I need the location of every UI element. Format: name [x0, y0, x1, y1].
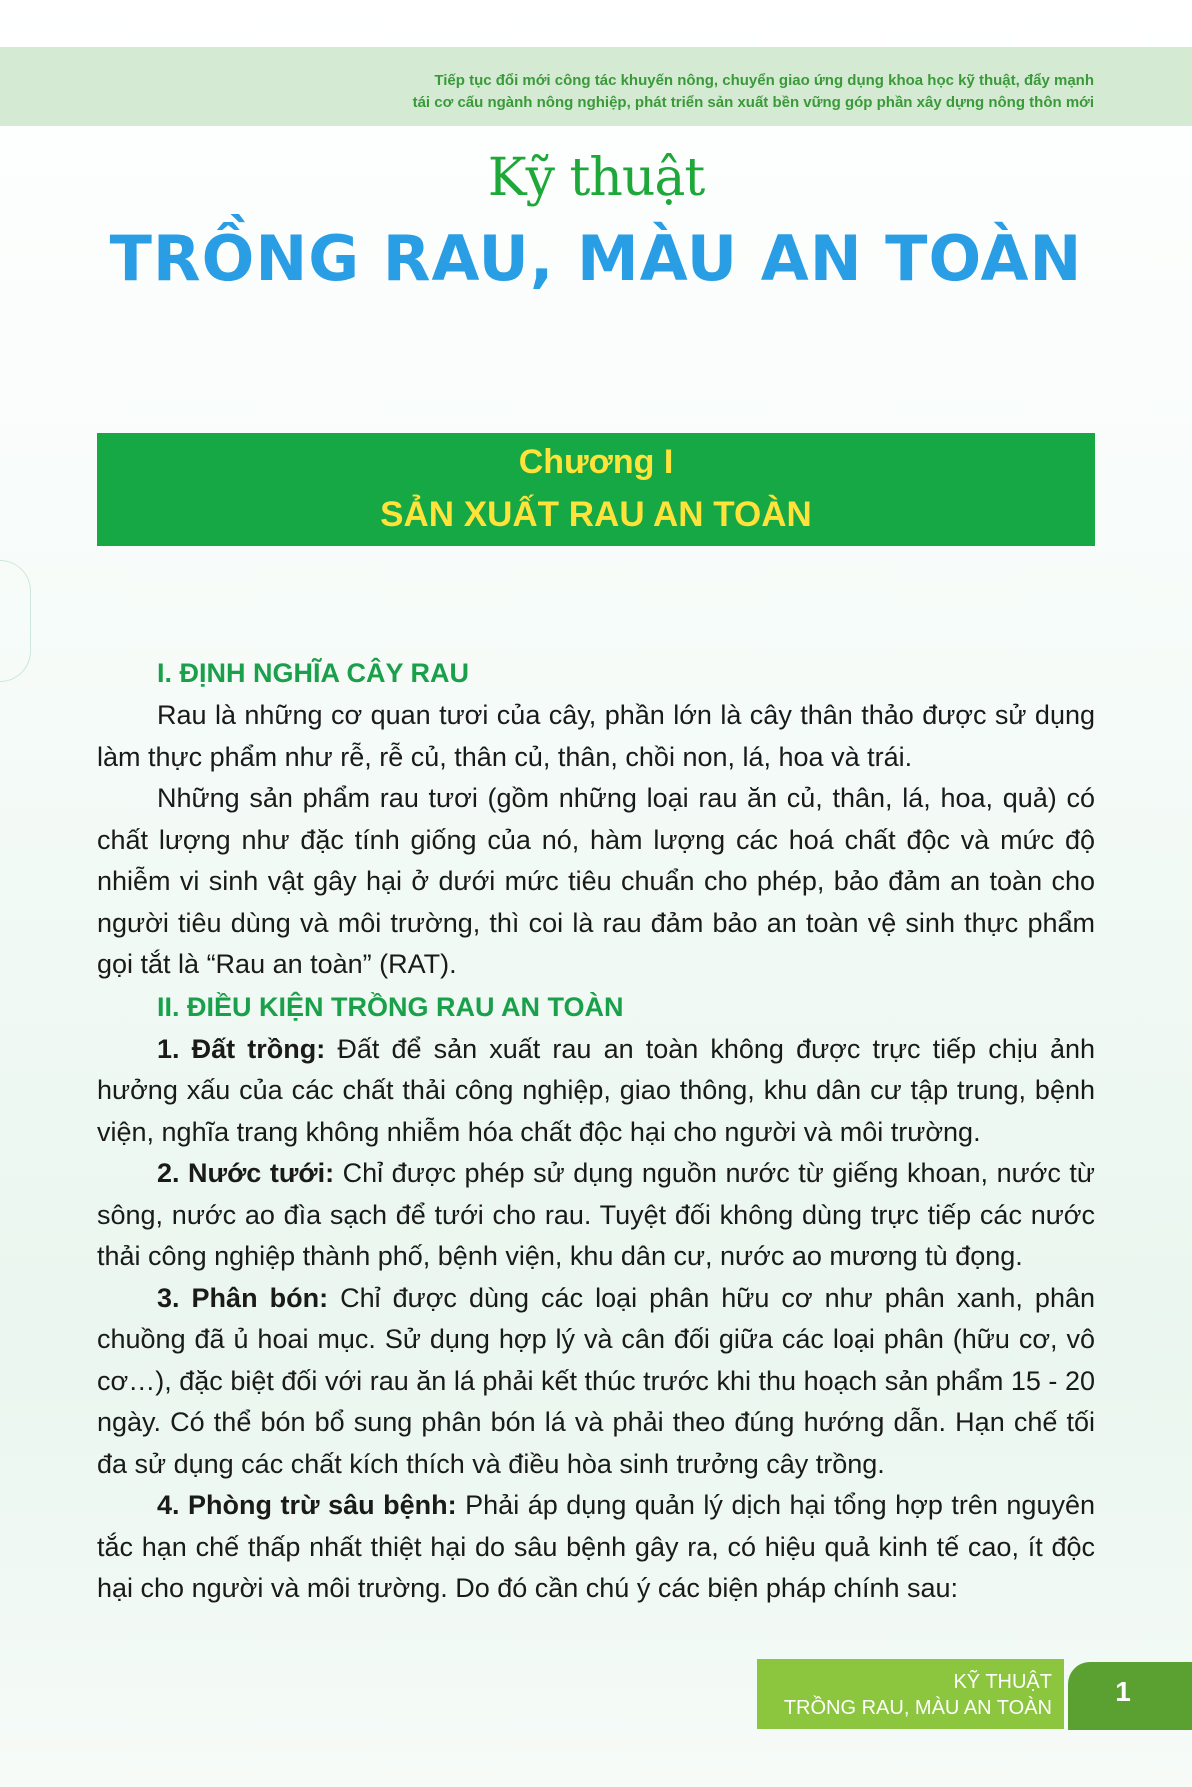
- paragraph-definition-2: Những sản phẩm rau tươi (gồm những loại rau ăn củ, thân, lá, hoa, quả) có chất lượng như đặc tính giống của nó, hàm lượng các hoá chất độc và mức độ nhiễm vi sinh vật gây hại ở dưới mức tiêu chuẩn cho phép, bảo đảm an toàn cho người tiêu dùng và môi trường, thì coi là rau đảm bảo an toàn vệ sinh thực phẩm gọi tắt là “Rau an toàn” (RAT).: [97, 783, 1095, 979]
- condition-soil: [97, 1029, 1095, 1154]
- footer-title-line-1: KỸ THUẬT: [953, 1671, 1052, 1693]
- condition-text: Chỉ được dùng các loại phân hữu cơ như phân xanh, phân chuồng đã ủ hoai mục. Sử dụng hợp lý và cân đối giữa các loại phân (hữu cơ, vô cơ…), đặc biệt đối với rau ăn lá phải kết thúc trước khi thu hoạch sản phẩm 15 - 20 ngày. Có thể bón bổ sung phân bón lá và phải theo đúng hướng dẫn. Hạn chế tối đa sử dụng các chất kích thích và điều hòa sinh trưởng cây trồng.: [97, 1282, 1095, 1479]
- footer-book-title: [757, 1659, 1064, 1729]
- header-band: [0, 47, 1192, 126]
- paragraph-definition-1: Rau là những cơ quan tươi của cây, phần lớn là cây thân thảo được sử dụng làm thực phẩm như rễ, rễ củ, thân củ, thân, chồi non, lá, hoa và trái.: [97, 700, 1095, 772]
- condition-label: 2. Nước tưới:: [157, 1158, 335, 1188]
- section-heading-definition: I. ĐỊNH NGHĨA CÂY RAU: [157, 658, 470, 688]
- section-heading-conditions: II. ĐIỀU KIỆN TRỒNG RAU AN TOÀN: [157, 991, 624, 1022]
- footer-title-line-2: TRỒNG RAU, MÀU AN TOÀN: [783, 1697, 1052, 1719]
- condition-label: 4. Phòng trừ sâu bệnh:: [157, 1490, 457, 1520]
- condition-pest-control: [97, 1485, 1095, 1610]
- condition-label: 1. Đất trồng:: [157, 1033, 326, 1064]
- page-title: TRỒNG RAU, MÀU AN TOÀN: [109, 222, 1083, 295]
- condition-water: [97, 1153, 1095, 1278]
- chapter-name: SẢN XUẤT RAU AN TOÀN: [380, 495, 812, 534]
- decorative-curve: [0, 560, 31, 682]
- condition-fertilizer: [97, 1278, 1095, 1486]
- condition-text: Chỉ được phép sử dụng nguồn nước từ giếng khoan, nước từ sông, nước ao đìa sạch để tưới cho rau. Tuyệt đối không dùng trực tiếp các nước thải công nghiệp thành phố, bệnh viện, khu dân cư, nước ao mương tù đọng.: [97, 1158, 1095, 1271]
- title-kicker: Kỹ thuật: [487, 148, 705, 208]
- page-number: 1: [1115, 1676, 1131, 1707]
- body-content: [97, 652, 1095, 1610]
- condition-label: 3. Phân bón:: [157, 1282, 329, 1313]
- chapter-band: [97, 433, 1095, 546]
- condition-text: Đất để sản xuất rau an toàn không được trực tiếp chịu ảnh hưởng xấu của các chất thải công nghiệp, giao thông, khu dân cư tập trung, bệnh viện, nghĩa trang không nhiễm hóa chất độc hại cho người và môi trường.: [97, 1033, 1096, 1147]
- header-slogan-line-1: Tiếp tục đổi mới công tác khuyến nông, chuyển giao ứng dụng khoa học kỹ thuật, đẩy mạnh: [434, 72, 1094, 89]
- header-slogan-line-2: tái cơ cấu ngành nông nghiệp, phát triển sản xuất bền vững góp phần xây dựng nông thôn mới: [412, 94, 1094, 111]
- chapter-number: Chương I: [518, 443, 674, 481]
- condition-text: Phải áp dụng quản lý dịch hại tổng hợp trên nguyên tắc hạn chế thấp nhất thiệt hại do sâu bệnh gây ra, có hiệu quả kinh tế cao, ít độc hại cho người và môi trường. Do đó cần chú ý các biện pháp chính sau:: [97, 1490, 1095, 1603]
- page-number-tab: [1068, 1662, 1192, 1730]
